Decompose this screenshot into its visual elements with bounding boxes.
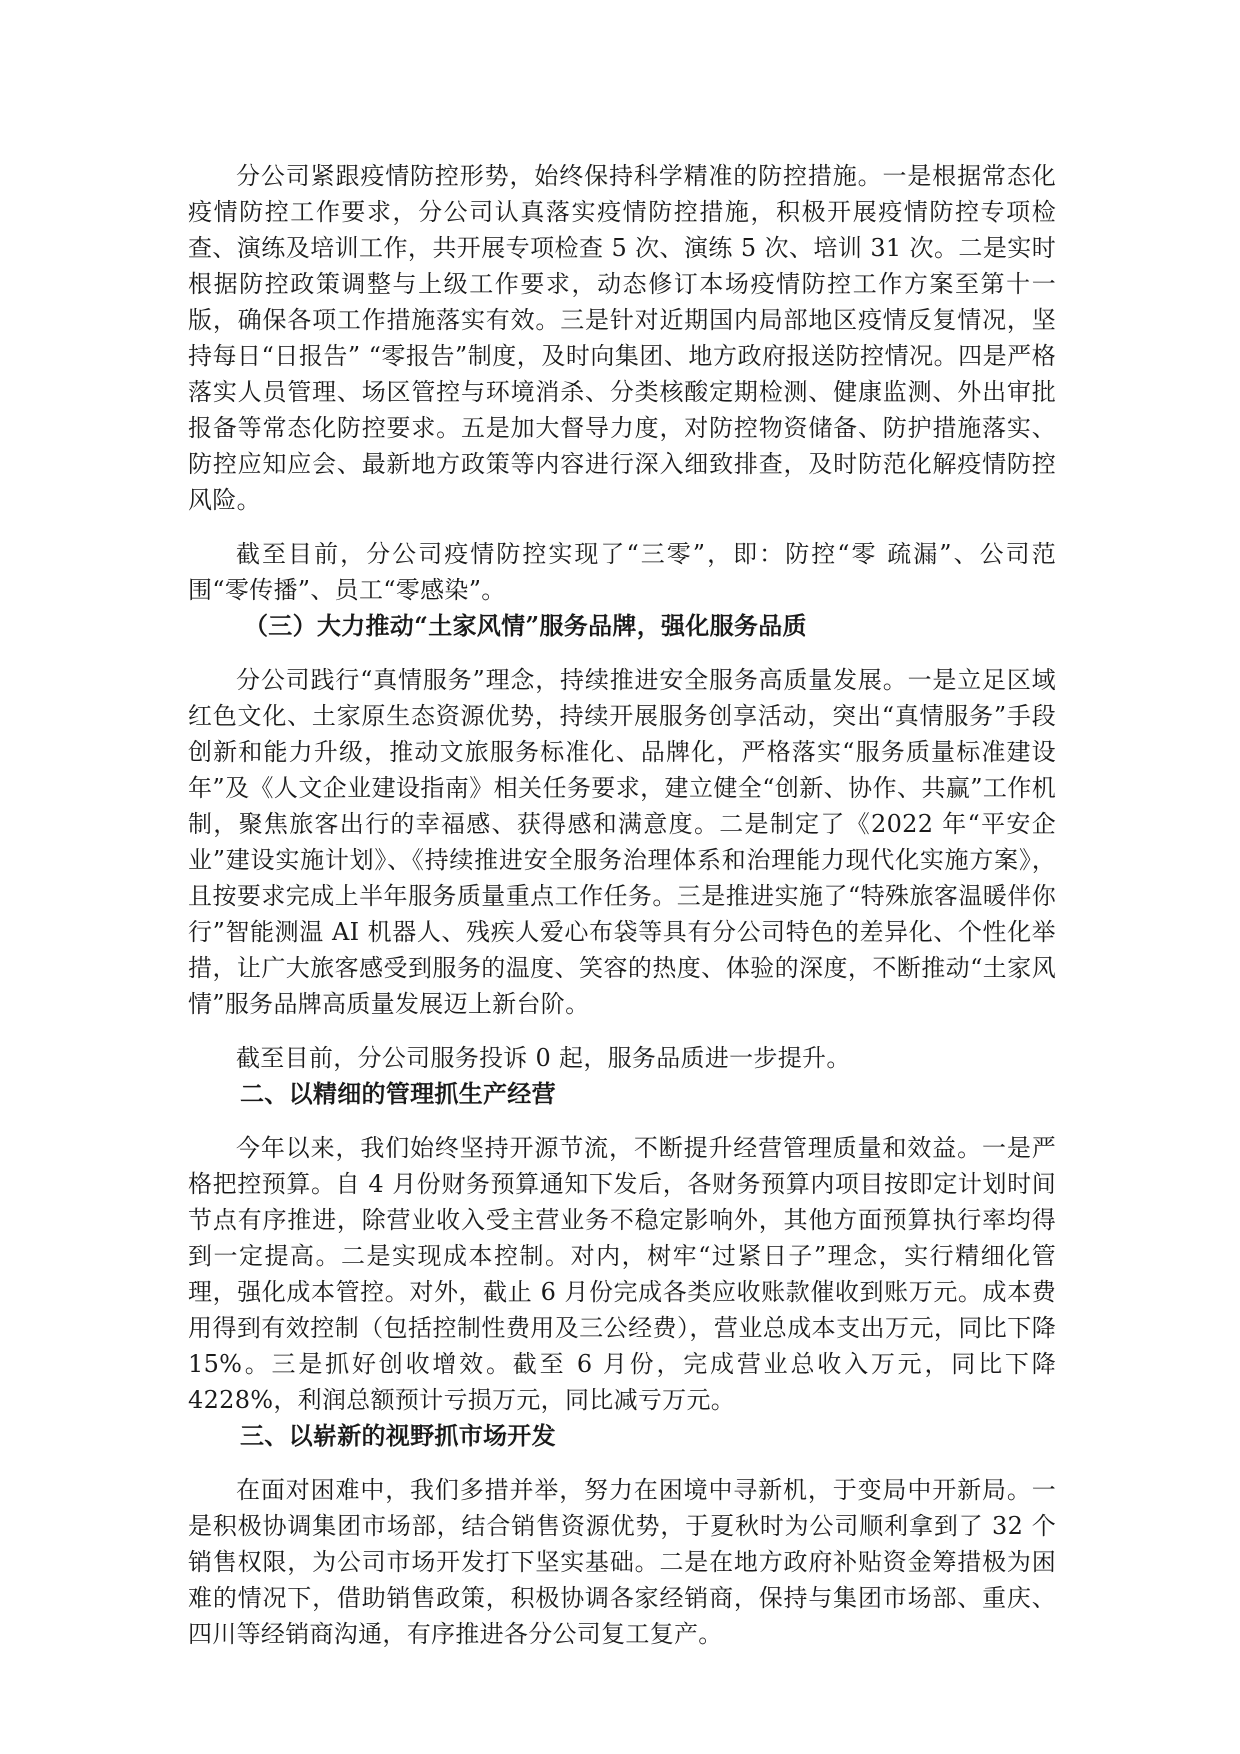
section-heading-service-brand: （三）大力推动“土家风情”服务品牌，强化服务品质 — [244, 611, 807, 640]
paragraph-market: 在面对困难中，我们多措并举，努力在困境中寻新机，于变局中开新局。一是积极协调集团市场部，结合销售资源优势，于夏秋时为公司顺利拿到了 32 个销售权限，为公司市场开发打下坚实基础。二是在地方政府补贴资金筹措极为困难的情况下，借助销售政策，积极协调各家经销商，保持与集团市场部、重庆、四川等经销商沟通，有序推进各分公司复工复产。 — [188, 1476, 1056, 1648]
section-heading-production: 二、以精细的管理抓生产经营 — [240, 1079, 556, 1108]
paragraph-epidemic-measures: 分公司紧跟疫情防控形势，始终保持科学精准的防控措施。一是根据常态化疫情防控工作要求，分公司认真落实疫情防控措施，积极开展疫情防控专项检查、演练及培训工作，共开展专项检查 5 次、演练 5 次、培训 31 次。二是实时根据防控政策调整与上级工作要求，动态修订本场疫情防控工作方案至第十一版，确保各项工作措施落实有效。三是针对近期国内局部地区疫情反复情况，坚持每日“日报告” “零报告”制度，及时向集团、地方政府报送防控情况。四是严格落实人员管理、场区管控与环境消杀、分类核酸定期检测、健康监测、外出审批报备等常态化防控要求。五是加大督导力度，对防控物资储备、防护措施落实、防控应知应会、最新地方政策等内容进行深入细致排查，及时防范化解疫情防控风险。 — [188, 162, 1056, 514]
paragraph-service-result: 截至目前，分公司服务投诉 0 起，服务品质进一步提升。 — [236, 1044, 851, 1072]
section-heading-market: 三、以崭新的视野抓市场开发 — [240, 1421, 556, 1450]
paragraph-service-quality: 分公司践行“真情服务”理念，持续推进安全服务高质量发展。一是立足区域红色文化、土家原生态资源优势，持续开展服务创享活动，突出“真情服务”手段创新和能力升级，推动文旅服务标准化、品牌化，严格落实“服务质量标准建设年”及《人文企业建设指南》相关任务要求，建立健全“创新、协作、共赢”工作机制，聚焦旅客出行的幸福感、获得感和满意度。二是制定了《2022 年“平安企业”建设实施计划》、《持续推进安全服务治理体系和治理能力现代化实施方案》，且按要求完成上半年服务质量重点工作任务。三是推进实施了“特殊旅客温暖伴你行”智能测温 AI 机器人、残疾人爱心布袋等具有分公司特色的差异化、个性化举措，让广大旅客感受到服务的温度、笑容的热度、体验的深度，不断推动“土家风情”服务品牌高质量发展迈上新台阶。 — [188, 666, 1056, 1018]
document-page — [188, 158, 1056, 1652]
paragraph-production: 今年以来，我们始终坚持开源节流，不断提升经营管理质量和效益。一是严格把控预算。自 4 月份财务预算通知下发后，各财务预算内项目按即定计划时间节点有序推进，除营业收入受主营业务不稳定影响外，其他方面预算执行率均得到一定提高。二是实现成本控制。对内，树牢“过紧日子”理念，实行精细化管理，强化成本管控。对外，截止 6 月份完成各类应收账款催收到账万元。成本费用得到有效控制（包括控制性费用及三公经费），营业总成本支出万元，同比下降 15%。三是抓好创收增效。截至 6 月份，完成营业总收入万元，同比下降 4228%，利润总额预计亏损万元，同比减亏万元。 — [188, 1134, 1056, 1414]
paragraph-epidemic-result: 截至目前，分公司疫情防控实现了“三零”，即：防控“零 疏漏”、公司范围“零传播”、员工“零感染”。 — [188, 540, 1056, 604]
